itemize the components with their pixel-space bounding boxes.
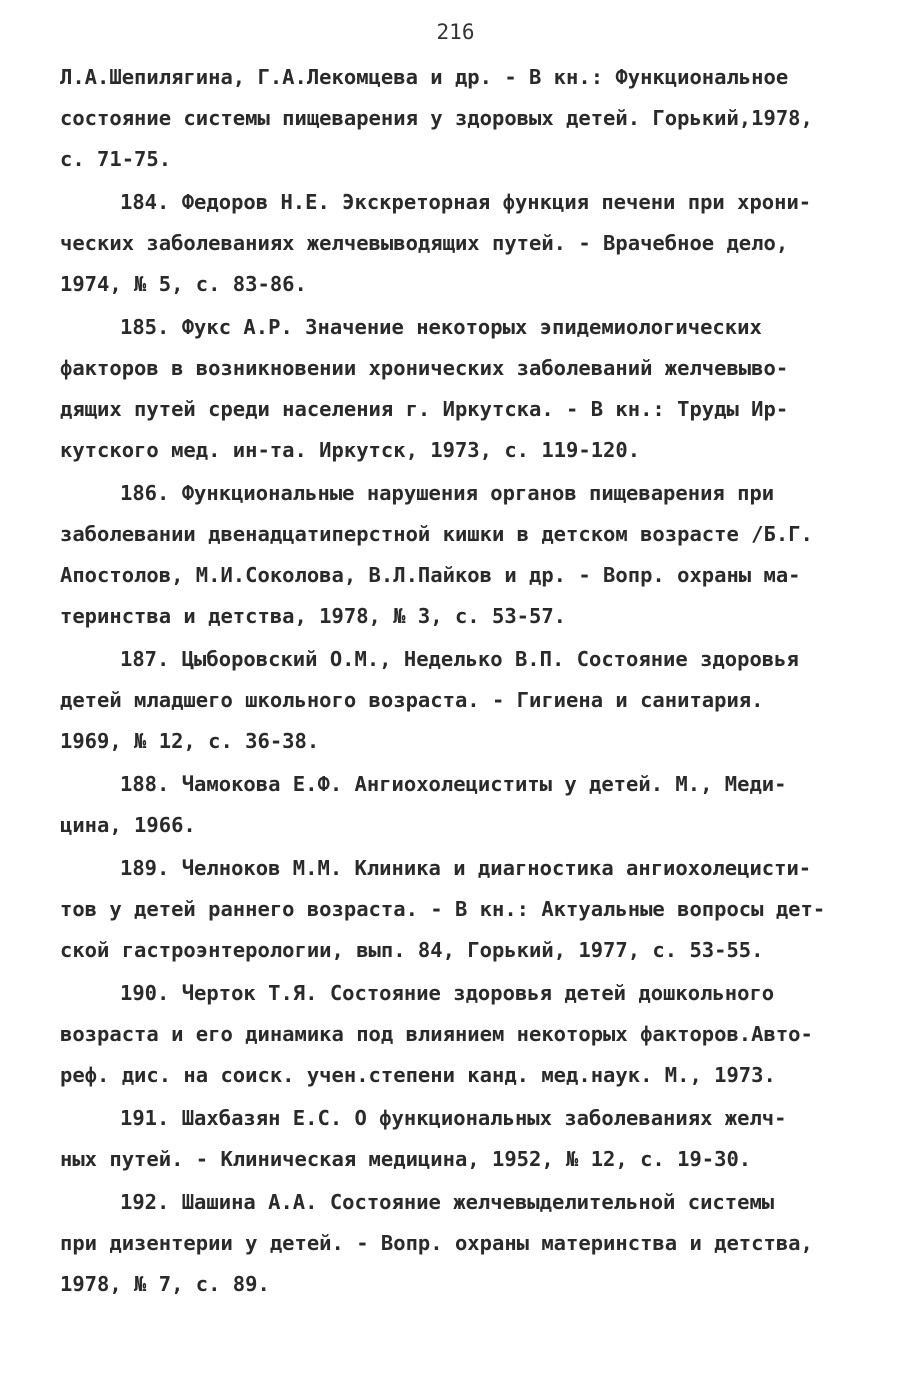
entry-line: заболевании двенадцатиперстной кишки в детском возрасте /Б.Г. <box>60 522 813 546</box>
bibliography-list <box>60 57 850 1307</box>
page-number: 216 <box>436 20 475 44</box>
bibliography-entry <box>60 639 850 762</box>
entry-line: ных путей. - Клиническая медицина, 1952, № 12, с. 19-30. <box>60 1147 752 1171</box>
bibliography-entry <box>60 764 850 846</box>
entry-line: 192. Шашина А.А. Состояние желчевыделительной системы <box>120 1190 775 1214</box>
entry-line: возраста и его динамика под влиянием некоторых факторов.Авто- <box>60 1022 813 1046</box>
entry-line: факторов в возникновении хронических заболеваний желчевыво- <box>60 356 789 380</box>
bibliography-entry <box>60 473 850 637</box>
entry-line: детей младшего школьного возраста. - Гигиена и санитария. <box>60 688 764 712</box>
entry-line: 1978, № 7, с. 89. <box>60 1272 270 1296</box>
entry-line: 185. Фукс А.Р. Значение некоторых эпидемиологических <box>120 315 762 339</box>
bibliography-entry <box>60 1182 850 1305</box>
entry-line: 191. Шахбазян Е.С. О функциональных заболеваниях желч- <box>120 1106 787 1130</box>
entry-line: цина, 1966. <box>60 813 196 837</box>
bibliography-entry <box>60 848 850 971</box>
entry-line: при дизентерии у детей. - Вопр. охраны материнства и детства, <box>60 1231 813 1255</box>
entry-line: дящих путей среди населения г. Иркутска. - В кн.: Труды Ир- <box>60 397 789 421</box>
entry-line: реф. дис. на соиск. учен.степени канд. мед.наук. М., 1973. <box>60 1063 776 1087</box>
entry-line: тов у детей раннего возраста. - В кн.: Актуальные вопросы дет- <box>60 897 826 921</box>
entry-line: кутского мед. ин-та. Иркутск, 1973, с. 119-120. <box>60 438 641 462</box>
entry-line: с. 71-75. <box>60 147 172 171</box>
entry-line: 189. Челноков М.М. Клиника и диагностика ангиохолецисти- <box>120 856 812 880</box>
entry-line: Апостолов, М.И.Соколова, В.Л.Пайков и др. - Вопр. охраны ма- <box>60 563 801 587</box>
bibliography-entry <box>60 57 850 180</box>
entry-line: 190. Черток Т.Я. Состояние здоровья детей дошкольного <box>120 981 775 1005</box>
bibliography-entry <box>60 1098 850 1180</box>
entry-line: состояние системы пищеварения у здоровых детей. Горький,1978, <box>60 106 813 130</box>
entry-line: 186. Функциональные нарушения органов пищеварения при <box>120 481 775 505</box>
entry-line: ской гастроэнтерологии, вып. 84, Горький, 1977, с. 53-55. <box>60 938 764 962</box>
entry-line: ческих заболеваниях желчевыводящих путей. - Врачебное дело, <box>60 231 789 255</box>
entry-line: 184. Федоров Н.Е. Экскреторная функция печени при хрони- <box>120 190 812 214</box>
entry-line: Л.А.Шепилягина, Г.А.Лекомцева и др. - В кн.: Функциональное <box>60 65 789 89</box>
bibliography-entry <box>60 307 850 471</box>
entry-line: 1974, № 5, с. 83-86. <box>60 272 307 296</box>
entry-line: 187. Цыборовский О.М., Неделько В.П. Состояние здоровья <box>120 647 799 671</box>
bibliography-entry <box>60 973 850 1096</box>
entry-line: 188. Чамокова Е.Ф. Ангиохолециститы у детей. М., Меди- <box>120 772 787 796</box>
entry-line: 1969, № 12, с. 36-38. <box>60 729 320 753</box>
bibliography-entry <box>60 182 850 305</box>
entry-line: теринства и детства, 1978, № 3, с. 53-57. <box>60 604 567 628</box>
